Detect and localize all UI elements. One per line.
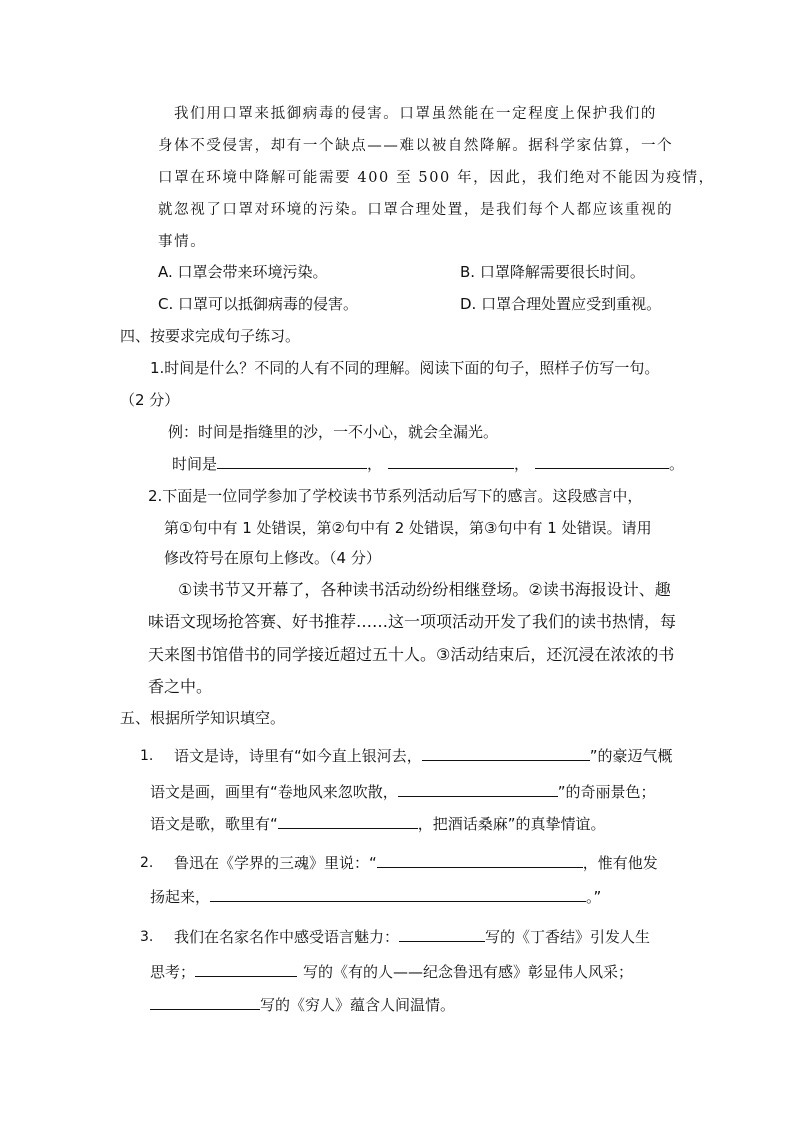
s5-q3-line-1-text: 我们在名家名作中感受语言魅力：	[174, 928, 400, 946]
s5-q3-blank-2[interactable]	[195, 962, 297, 977]
s5-q3-blank-1[interactable]	[399, 927, 485, 942]
q1-fill-prefix: 时间是	[172, 455, 218, 473]
s5-q1-number: 1.	[140, 748, 154, 764]
section4-title: 四、按要求完成句子练习。	[120, 327, 301, 345]
passage-line-1: 我们用口罩来抵御病毒的侵害。口罩虽然能在一定程度上保护我们的	[174, 106, 657, 122]
s5-q3-line-3-tail: 写的《穷人》蕴含人间温情。	[260, 996, 456, 1014]
option-a[interactable]: A. 口罩会带来环境污染。	[158, 263, 328, 281]
s5-q2-line-2	[150, 887, 601, 907]
s5-q2-line-1-tail: ，惟有他发	[582, 854, 658, 872]
option-d[interactable]: D. 口罩合理处置应受到重视。	[460, 295, 662, 313]
q2-prompt-line-2: 第①句中有 1 处错误，第②句中有 2 处错误，第③句中有 1 处错误。请用	[164, 519, 652, 537]
s5-q1-blank-1[interactable]	[422, 746, 590, 761]
s5-q2-blank-2[interactable]	[210, 887, 586, 902]
passage-line-4: 就忽视了口罩对环境的污染。口罩合理处置，是我们每个人都应该重视的	[158, 202, 674, 218]
q1-prompt-line-1: 1.时间是什么？不同的人有不同的理解。阅读下面的句子，照样子仿写一句。	[150, 359, 660, 377]
s5-q1-line-2-text: 语文是画，画里有“卷地风来忽吹散，	[150, 783, 398, 801]
section5-title: 五、根据所学知识填空。	[120, 709, 286, 727]
q1-fill-row	[172, 454, 684, 474]
s5-q3-line-2-tail: 写的《有的人——纪念鲁迅有感》彰显伟人风采；	[303, 963, 634, 981]
s5-q2-number: 2.	[140, 855, 154, 871]
s5-q1-line-2	[150, 782, 656, 802]
q2-paragraph-line-2: 味语文现场抢答赛、好书推荐……这一项项活动开发了我们的读书热情，每	[148, 612, 677, 631]
q1-prompt-line-2: （2 分）	[120, 391, 180, 409]
q1-comma-1: ，	[367, 455, 383, 473]
s5-q3-line-1-tail: 写的《丁香结》引发人生	[485, 928, 651, 946]
q2-paragraph-line-4: 香之中。	[148, 677, 213, 696]
s5-q1-line-3	[150, 814, 606, 834]
s5-q3-line-3	[150, 995, 455, 1015]
q1-example: 例：时间是指缝里的沙，一不小心，就会全漏光。	[168, 423, 499, 441]
s5-q2-blank-1[interactable]	[377, 853, 583, 868]
s5-q2-line-1-text: 鲁迅在《学界的三魂》里说：“	[174, 854, 377, 872]
q1-blank-2[interactable]	[388, 454, 514, 469]
option-c[interactable]: C. 口罩可以抵御病毒的侵害。	[158, 295, 359, 313]
q1-period: 。	[669, 455, 685, 473]
s5-q1-line-1-text: 语文是诗，诗里有“如今直上银河去，	[174, 747, 422, 765]
s5-q1-line-3-text: 语文是歌，歌里有“	[150, 815, 278, 833]
s5-q3-line-2	[150, 962, 633, 982]
s5-q2-line-2-tail: 。”	[586, 888, 602, 906]
q2-paragraph-line-3: 天来图书馆借书的同学接近超过五十人。③活动结束后，还沉浸在浓浓的书	[148, 645, 675, 664]
passage-line-2: 身体不受侵害，却有一个缺点——难以被自然降解。据科学家估算，一个	[158, 138, 674, 154]
q1-blank-1[interactable]	[217, 454, 367, 469]
q1-blank-3[interactable]	[535, 454, 669, 469]
s5-q2-line-2-text: 扬起来，	[150, 888, 211, 906]
s5-q3-blank-3[interactable]	[150, 995, 260, 1010]
s5-q1-line-2-tail: ”的奇丽景色；	[557, 783, 656, 801]
q2-prompt-line-3: 修改符号在原句上修改。（4 分）	[164, 549, 381, 567]
q1-comma-2: ，	[514, 455, 530, 473]
s5-q3-line-1	[174, 927, 650, 947]
q2-prompt-line-1: 2.下面是一位同学参加了学校读书节系列活动后写下的感言。这段感言中，	[148, 487, 643, 505]
s5-q3-line-2-text: 思考；	[150, 963, 196, 981]
q2-paragraph-line-1: ①读书节又开幕了，各种读书活动纷纷相继登场。②读书海报设计、趣	[178, 580, 671, 599]
s5-q2-line-1	[174, 853, 658, 873]
option-b[interactable]: B. 口罩降解需要很长时间。	[460, 263, 645, 281]
s5-q1-blank-3[interactable]	[278, 814, 418, 829]
s5-q1-line-1	[174, 746, 673, 766]
passage-line-5: 事情。	[158, 234, 207, 250]
s5-q1-line-1-tail: ”的豪迈气概	[589, 747, 673, 765]
passage-line-3: 口罩在环境中降解可能需要 400 至 500 年，因此，我们绝对不能因为疫情，	[158, 170, 715, 186]
s5-q1-blank-2[interactable]	[398, 782, 558, 797]
s5-q1-line-3-tail: ，把酒话桑麻”的真挚情谊。	[417, 815, 606, 833]
s5-q3-number: 3.	[140, 929, 154, 945]
